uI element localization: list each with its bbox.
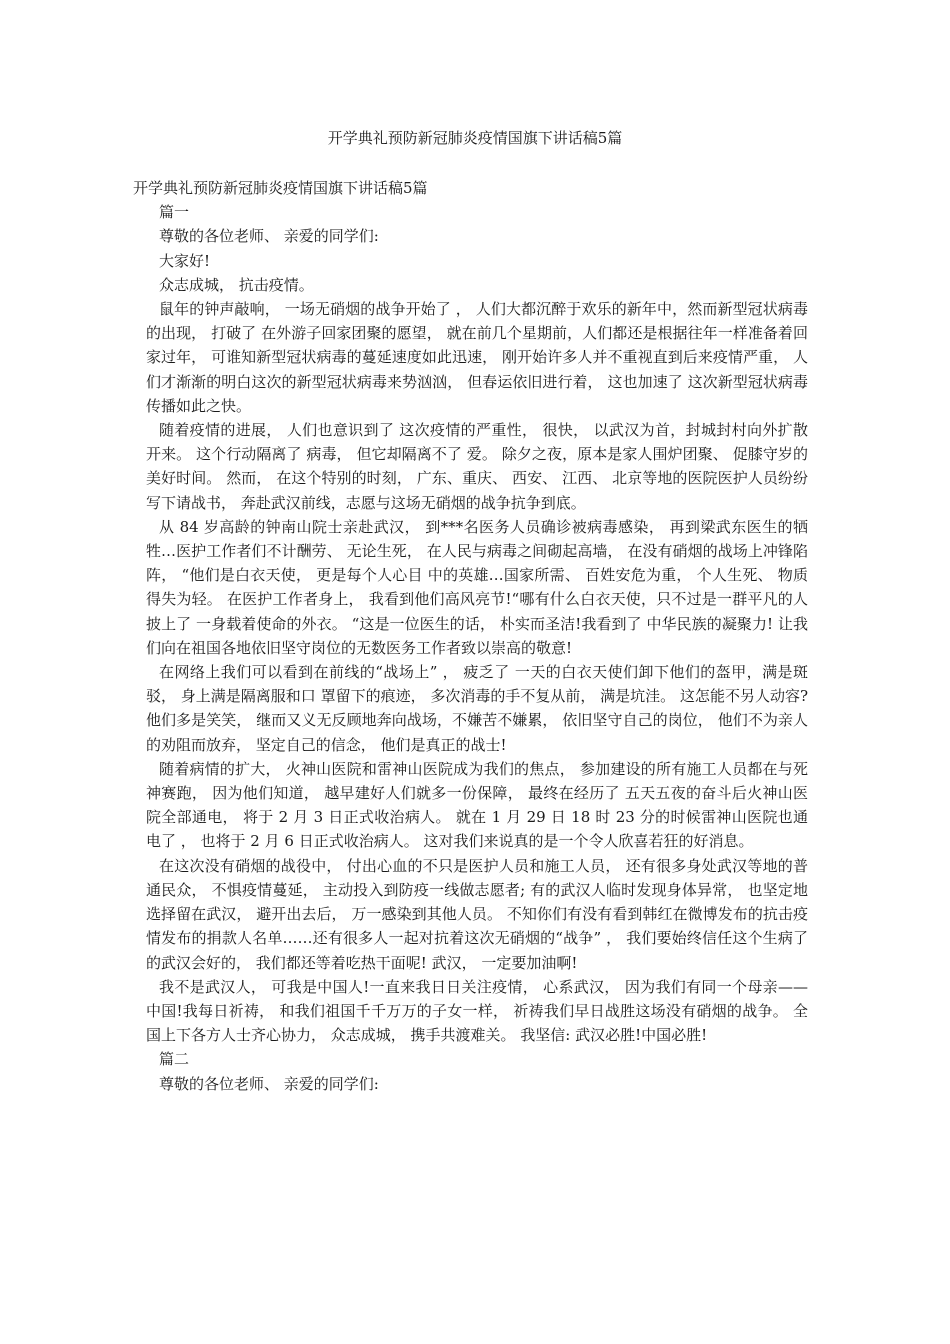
greeting: 大家好! — [159, 251, 211, 270]
salutation: 尊敬的各位老师、 亲爱的同学们: — [159, 227, 379, 246]
paragraph: 从 84 岁高龄的钟南山院士亲赴武汉， 到***名医务人员确诊被病毒感染， 再到梁武东医生的牺牲…医护工作者们不计酬劳、 无论生死， 在人民与病毒之间砌起高墙， 在没有硝烟的战场上冲锋陷阵， “他们是白衣天使， 更是每个人心目 中的英雄…国家所需、 百姓安危为重， 个人生死、 物质得失为轻。 在医护工作者身上， 我看到他们高风亮节!“哪有什么白衣天使，只不过是一群平凡的人披上了 一身载着使命的外衣。 “这是一位医生的话， 朴实而圣洁!我看到了 中华民族的凝聚力! 让我们向在祖国各地依旧坚守岗位的无数医务工作者致以崇高的敬意! — [146, 517, 808, 657]
document-body — [133, 176, 808, 1096]
paragraph: 在这次没有硝烟的战役中， 付出心血的不只是医护人员和施工人员， 还有很多身处武汉等地的普通民众， 不惧疫情蔓延， 主动投入到防疫一线做志愿者; 有的武汉人临时发现身体异常， 也坚定地选择留在武汉， 避开出去后， 万一感染到其他人员。 不知你们有没有看到韩红在微博发布的抗击疫情发布的捐款人名单……还有很多人一起对抗着这次无硝烟的“战争” ， 我们要始终信任这个生病了 的武汉会好的， 我们都还等着吃热干面呢! 武汉， 一定要加油啊! — [146, 856, 808, 972]
paragraph: 随着疫情的进展， 人们也意识到了 这次疫情的严重性， 很快， 以武汉为首，封城封村向外扩散开来。 这个行动隔离了 病毒， 但它却隔离不了 爱。 除夕之夜，原本是家人围炉团聚、 促膝守岁的美好时间。 然而， 在这个特别的时刻， 广东、重庆、 西安、 江西、 北京等地的医院医护人员纷纷写下请战书， 奔赴武汉前线，志愿与这场无硝烟的战争抗争到底。 — [146, 421, 808, 512]
paragraph: 鼠年的钟声敲响， 一场无硝烟的战争开始了 ， 人们大都沉醉于欢乐的新年中，然而新型冠状病毒的出现， 打破了 在外游子回家团聚的愿望， 就在前几个星期前，人们都还是根据往年一样准备着回家过年， 可谁知新型冠状病毒的蔓延速度如此迅速， 刚开始许多人并不重视直到后来疫情严重， 人们才渐渐的明白这次的新型冠状病毒来势汹汹， 但春运依旧进行着， 这也加速了 这次新型冠状病毒传播如此之快。 — [146, 300, 808, 415]
paragraph: 我不是武汉人， 可我是中国人!一直来我日日关注疫情， 心系武汉， 因为我们有同一个母亲——中国!我每日祈祷， 和我们祖国千千万万的子女一样， 祈祷我们早日战胜这场没有硝烟的战争。 全国上下各方人士齐心协力， 众志成城， 携手共渡难关。 我坚信: 武汉必胜!中国必胜! — [146, 977, 808, 1045]
section-heading: 篇二 — [159, 1050, 190, 1069]
section-heading: 篇一 — [159, 203, 190, 222]
salutation: 尊敬的各位老师、 亲爱的同学们: — [159, 1074, 379, 1093]
theme-line: 众志成城， 抗击疫情。 — [159, 275, 314, 294]
paragraph: 在网络上我们可以看到在前线的“战场上” ， 疲乏了 一天的白衣天使们卸下他们的盔甲，满是斑驳， 身上满是隔离服和口 罩留下的痕迹， 多次消毒的手不复从前， 满是坑洼。 这怎能不另人动容?他们多是笑笑， 继而又义无反顾地奔向战场，不嫌苦不嫌累， 依旧坚守自己的岗位， 他们不为亲人的劝阻而放弃， 坚定自己的信念， 他们是真正的战士! — [146, 663, 808, 754]
document-subtitle: 开学典礼预防新冠肺炎疫情国旗下讲话稿5篇 — [133, 179, 428, 197]
paragraph: 随着病情的扩大， 火神山医院和雷神山医院成为我们的焦点， 参加建设的所有施工人员都在与死神赛跑， 因为他们知道， 越早建好人们就多一份保障， 最终在经历了 五天五夜的奋斗后火神山医院全部通电， 将于 2 月 3 日正式收治病人。 就在 1 月 29 日 18 时 23 分的时候雷神山医院也通电了 ， 也将于 2 月 6 日正式收治病人。 这对我们来说真的是一个令人欣喜若狂的好消息。 — [146, 759, 808, 851]
document-title: 开学典礼预防新冠肺炎疫情国旗下讲话稿5篇 — [327, 129, 623, 147]
